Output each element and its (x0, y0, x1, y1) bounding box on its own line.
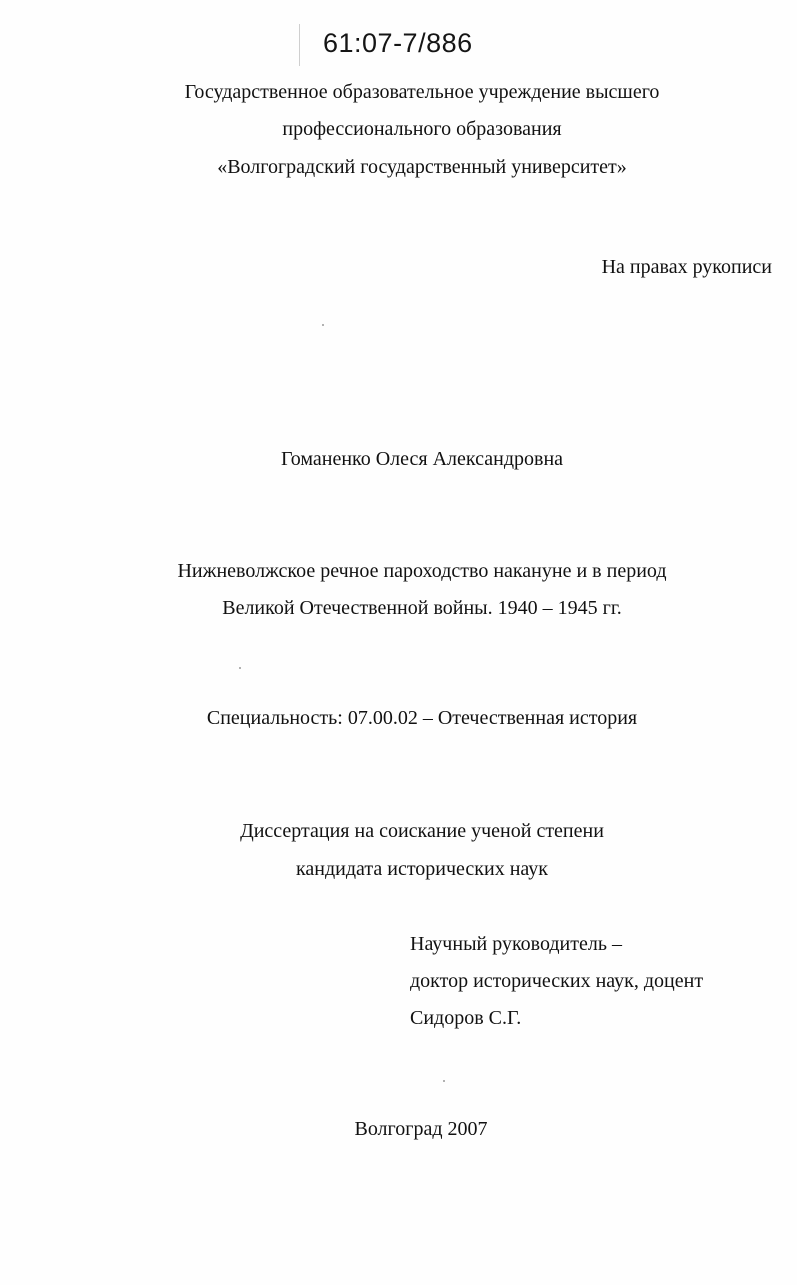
scan-speck (239, 667, 241, 669)
institution-line-2: профессионального образования (282, 118, 562, 140)
dissertation-title-line-1: Нижневолжское речное пароходство накануне и в период (177, 560, 667, 582)
supervisor-label: Научный руководитель – (410, 933, 622, 955)
author-name: Гоманенко Олеся Александровна (280, 448, 564, 470)
degree-line-1: Диссертация на соискание ученой степени (240, 820, 604, 842)
scan-speck (322, 324, 324, 326)
archive-stamp: 61:07-7/886 (323, 28, 473, 58)
manuscript-note: На правах рукописи (601, 256, 772, 278)
degree-line-2: кандидата исторических наук (295, 858, 549, 880)
scan-artifact-line (299, 24, 300, 66)
scan-speck (443, 1080, 445, 1082)
specialty: Специальность: 07.00.02 – Отечественная история (206, 707, 638, 729)
supervisor-credentials: доктор исторических наук, доцент (410, 970, 704, 992)
dissertation-title-line-2: Великой Отечественной войны. 1940 – 1945 гг. (222, 597, 622, 619)
supervisor-name: Сидоров С.Г. (410, 1007, 522, 1029)
place-year: Волгоград 2007 (354, 1118, 488, 1140)
institution-line-1: Государственное образовательное учреждение высшего (184, 81, 660, 103)
institution-line-3: «Волгоградский государственный университет» (217, 156, 627, 178)
